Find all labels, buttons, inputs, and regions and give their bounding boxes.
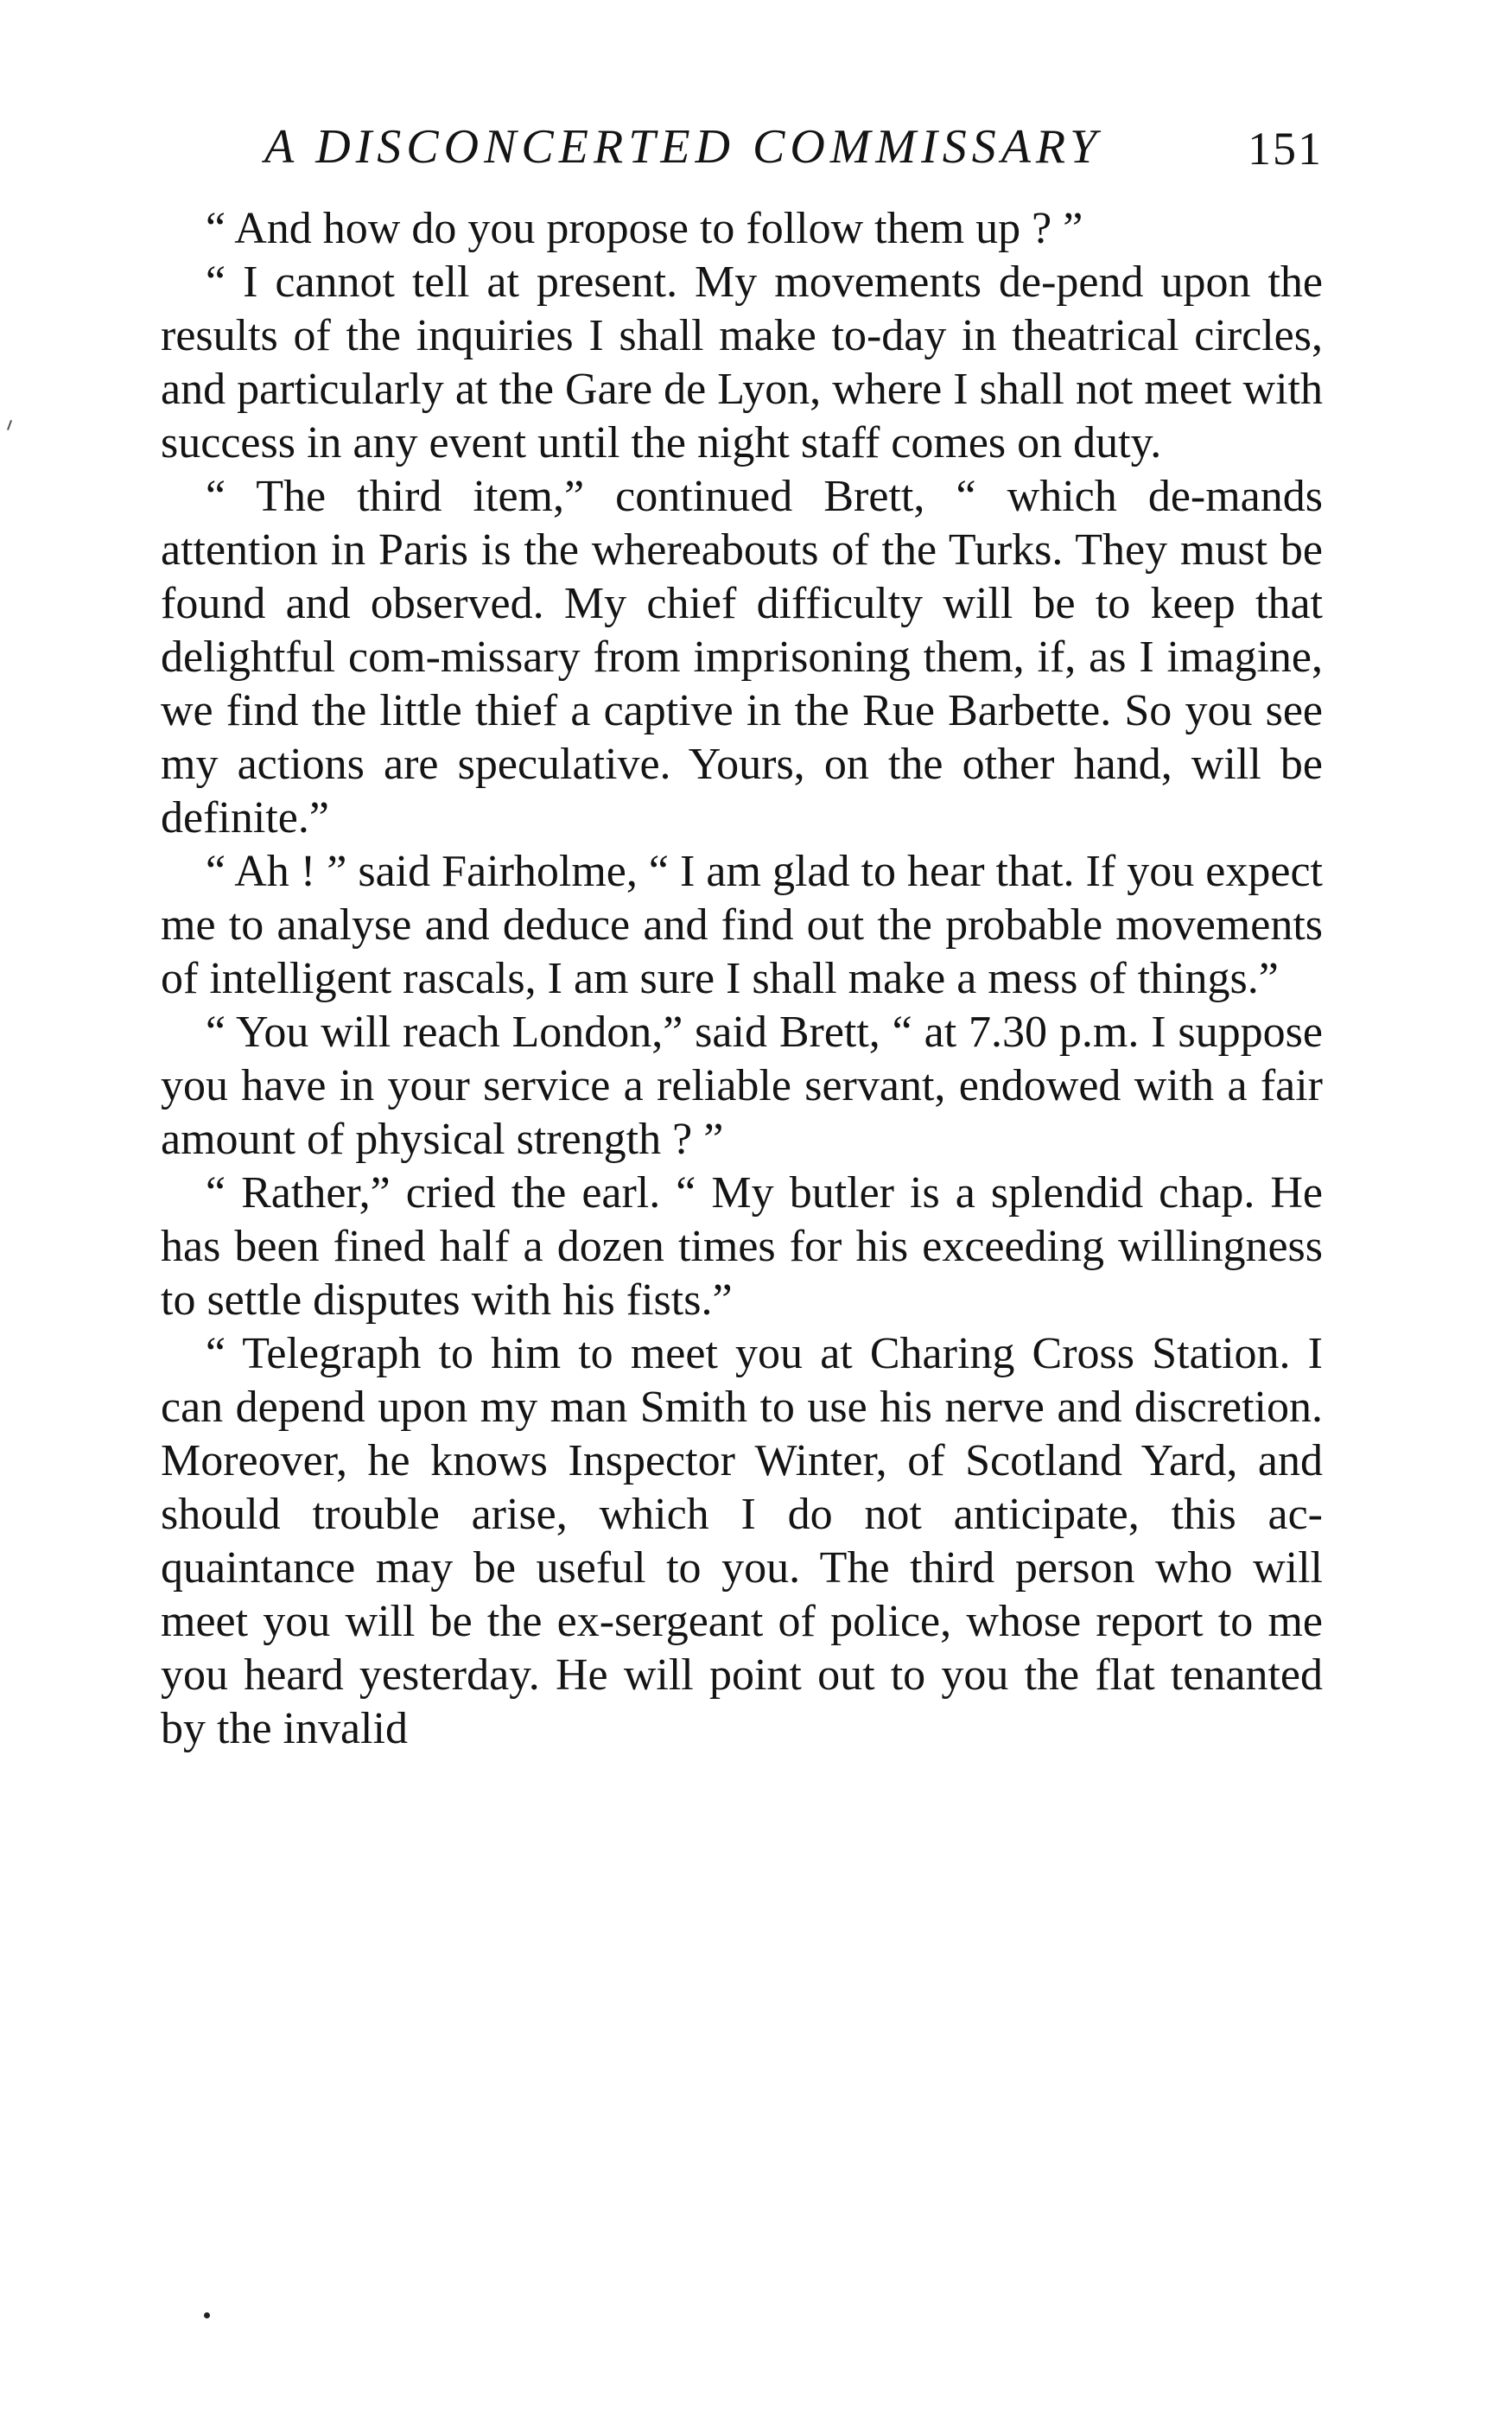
paragraph-4: “ Ah ! ” said Fairholme, “ I am glad to hear that. If you expect me to analyse and deduce and find out the probable movements of intelligent rascals, I am sure I shall make a mess of things.”: [161, 847, 1323, 1003]
paragraph-5: “ You will reach London,” said Brett, “ at 7.30 p.m. I suppose you have in your service a reliable servant, endowed with a fair amount of physical strength ? ”: [161, 1008, 1323, 1164]
paragraph-7: “ Telegraph to him to meet you at Charing Cross Station. I can depend upon my man Smith to use his nerve and discretion. Moreover, he knows Inspector Winter, of Scotland Yard, and should trouble arise, which I do not anticipate, this ac-quaintance may be useful to you. The third person who will meet you will be the ex-sergeant of police, whose report to me you heard yesterday. He will point out to you the flat tenanted by the invalid: [161, 1329, 1323, 1753]
paragraph-6: “ Rather,” cried the earl. “ My butler is a splendid chap. He has been fined half a dozen times for his exceeding willingness to settle disputes with his fists.”: [161, 1168, 1323, 1325]
page-number: 151: [1248, 123, 1323, 175]
body-text: [161, 202, 1323, 1756]
paragraph-3: “ The third item,” continued Brett, “ which de-mands attention in Paris is the whereabouts of the Turks. They must be found and observed. My chief difficulty will be to keep that delightful com-missary from imprisoning them, if, as I imagine, we find the little thief a captive in the Rue Barbette. So you see my actions are speculative. Yours, on the other hand, will be definite.”: [161, 472, 1323, 843]
running-title: A DISCONCERTED COMMISSARY: [264, 120, 1102, 174]
margin-mark: [7, 420, 12, 430]
paragraph-2: “ I cannot tell at present. My movements de-pend upon the results of the inquiries I shall make to-day in theatrical circles, and particularly at the Gare de Lyon, where I shall not meet with success in any event until the night staff comes on duty.: [161, 258, 1323, 467]
paragraph-1: “ And how do you propose to follow them up ? ”: [206, 204, 1083, 253]
running-head: [161, 112, 1323, 176]
stray-ink-dot: [204, 2312, 210, 2318]
book-page: [161, 112, 1323, 1756]
